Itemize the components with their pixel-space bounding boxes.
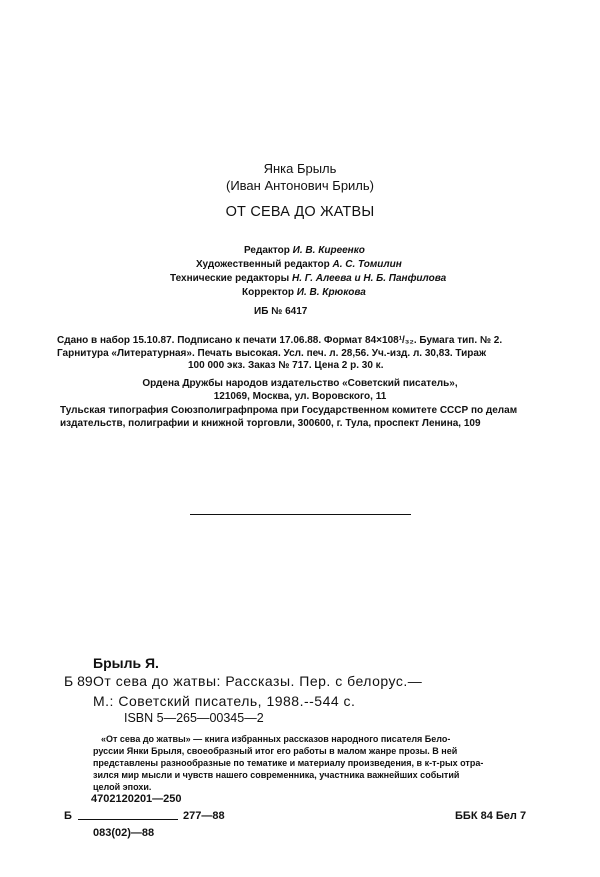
index-subcode: 083(02)—88: [93, 827, 155, 839]
credit-editor: [244, 244, 446, 258]
credits-list: [170, 244, 446, 300]
credit-person: Н. Г. Алеева и Н. Б. Панфилова: [291, 273, 447, 284]
annotation-line: целой эпохи.: [93, 782, 152, 792]
credit-proofreader: [242, 286, 446, 300]
index-number: 277—88: [183, 810, 225, 822]
catalog-annotation: [93, 733, 558, 793]
print-details: [57, 335, 502, 373]
printer-info: [60, 405, 517, 430]
book-title: ОТ СЕВА ДО ЖАТВЫ: [225, 204, 375, 220]
print-details-line: Гарнитура «Литературная». Печать высокая. Усл. печ. л. 28,56. Уч.-изд. л. 30,83. Тираж: [57, 347, 487, 359]
catalog-isbn: ISBN 5—265—00345—2: [124, 711, 264, 725]
credit-person: И. В. Крюкова: [296, 287, 366, 298]
annotation-line: представлены разнообразные по тематике и материалу произведения, в к-т-рых отра-: [93, 758, 484, 768]
credit-role: Художественный редактор: [196, 259, 330, 270]
credit-art-editor: [196, 258, 446, 272]
catalog-author-heading: Брыль Я.: [93, 655, 159, 671]
index-prefix: Б: [64, 810, 72, 822]
print-details-line: Сдано в набор 15.10.87. Подписано к печати 17.06.88. Формат 84×108¹/₃₂. Бумага тип. № 2.: [57, 335, 503, 346]
credit-role: Корректор: [242, 287, 294, 298]
author-real-name: (Иван Антонович Бриль): [225, 178, 374, 193]
catalog-reference-line: От сева до жатвы: Рассказы. Пер. с белорус.—: [93, 673, 423, 689]
catalog-reference-line: М.: Советский писатель, 1988.--544 с.: [93, 693, 356, 709]
credit-role: Редактор: [244, 245, 290, 256]
publisher-address: 121069, Москва, ул. Воровского, 11: [213, 390, 387, 402]
credit-person: И. В. Киреенко: [292, 245, 365, 256]
printer-line: Тульская типография Союзполиграфпрома при Государственном комитете СССР по делам: [60, 405, 518, 416]
credit-tech-editors: [170, 272, 446, 286]
ean-code: 4702120201—250: [91, 793, 182, 805]
publisher-info: [0, 378, 600, 403]
printer-line: издательств, полиграфии и книжной торговли, 300600, г. Тула, проспект Ленина, 109: [60, 417, 481, 429]
credit-role: Технические редакторы: [170, 273, 290, 284]
credit-person: А. С. Томилин: [332, 259, 402, 270]
publisher-name: Ордена Дружбы народов издательство «Советский писатель»,: [142, 378, 458, 389]
annotation-line: «От сева до жатвы» — книга избранных рассказов народного писателя Бело-: [101, 734, 451, 744]
print-details-line: 100 000 экз. Заказ № 717. Цена 2 р. 30 к.: [188, 360, 384, 371]
annotation-line: зился мир мысли и чувств нашего современника, участника важнейших событий: [93, 770, 460, 780]
annotation-line: руссии Янки Брыля, своеобразный итог его работы в малом жанре прозы. В ней: [93, 746, 458, 756]
author-name: Янка Брыль: [263, 161, 337, 176]
divider-line: [190, 514, 411, 515]
catalog-code: Б 89: [64, 673, 93, 689]
ib-number: ИБ № 6417: [254, 306, 308, 317]
index-fraction-line: [78, 819, 178, 820]
bbk-code: ББК 84 Бел 7: [455, 810, 527, 822]
